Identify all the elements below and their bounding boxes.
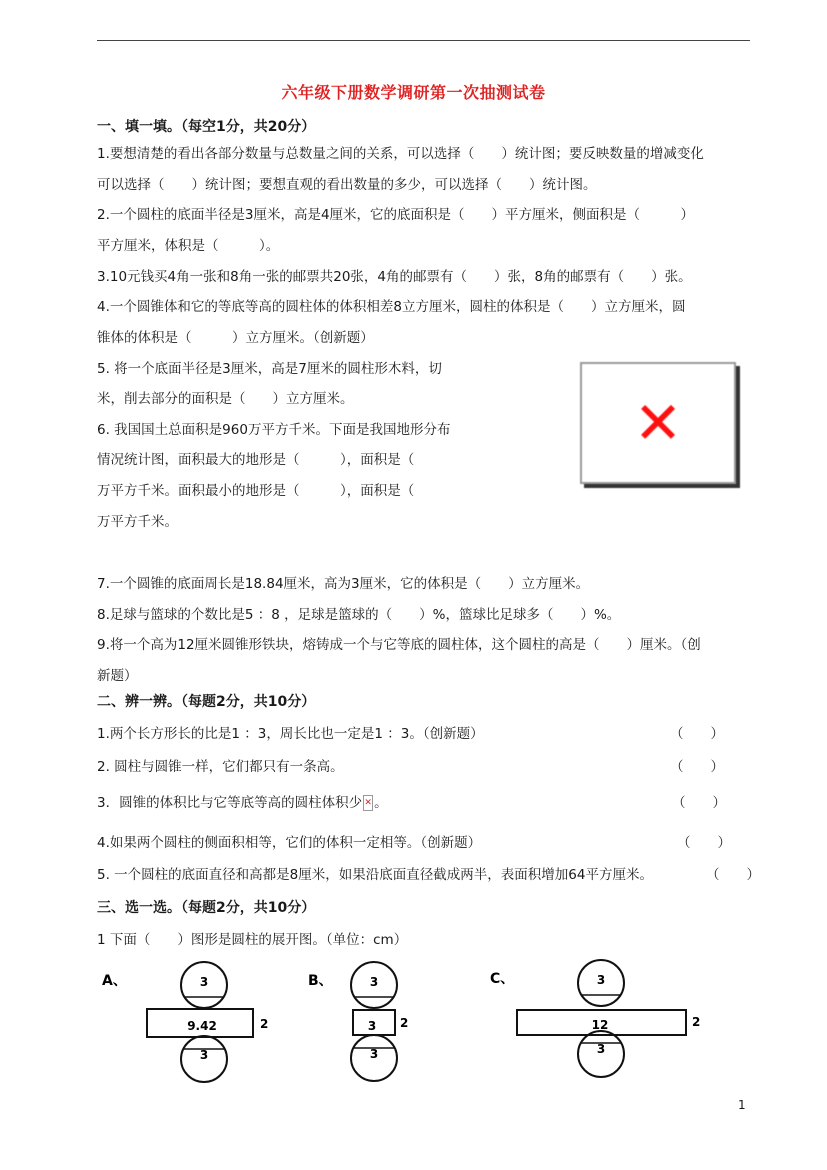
figure-b-top-value: 3 — [369, 975, 379, 989]
figure-a-label: A、 — [102, 973, 127, 989]
figure-b-side-value: 2 — [400, 1016, 409, 1030]
s1-line-7: 锥体的体积是（ ）立方厘米。（创新题） — [97, 330, 374, 346]
s2-item-4-answer: （ ） — [677, 835, 731, 851]
figure-a-top-value: 3 — [199, 975, 209, 989]
figure-a-bottom-value: 3 — [199, 1048, 209, 1062]
s1-line-16: 9.将一个高为12厘米圆锥形铁块，熔铸成一个与它等底的圆柱体，这个圆柱的高是（ ）厘米。（创 — [97, 637, 701, 653]
figure-c-side-value: 2 — [692, 1015, 701, 1029]
s1-line-13: 万平方千米。 — [97, 514, 178, 530]
cylinder-nets-figure — [0, 955, 827, 1085]
s1-line-9: 米，削去部分的面积是（ ）立方厘米。 — [97, 391, 354, 407]
figure-c-rect-value: 12 — [591, 1018, 609, 1032]
s2-item-4: 4.如果两个圆柱的侧面积相等，它们的体积一定相等。（创新题） — [97, 835, 482, 851]
figure-c-label: C、 — [490, 971, 515, 987]
figure-c-bottom-value: 3 — [596, 1042, 606, 1056]
s2-item-1-answer: （ ） — [670, 726, 724, 742]
s2-item-5: 5. 一个圆柱的底面直径和高都是8厘米，如果沿底面直径截成两半，表面积增加64平方厘米。 — [97, 867, 653, 883]
s2-item-3-end: 。 — [374, 795, 388, 811]
s1-line-12: 万平方千米。面积最小的地形是（ ），面积是（ — [97, 483, 415, 499]
figure-c — [490, 960, 700, 1077]
figure-a-side-value: 2 — [260, 1017, 269, 1031]
s1-line-3: 2.一个圆柱的底面半径是3厘米，高是4厘米，它的底面积是（ ）平方厘米，侧面积是（ ） — [97, 207, 695, 223]
s2-item-3-text: 3．圆锥的体积比与它等底等高的圆柱体积少 — [97, 795, 363, 811]
s1-line-6: 4.一个圆锥体和它的等底等高的圆柱体的体积相差8立方厘米，圆柱的体积是（ ）立方厘米，圆 — [97, 299, 686, 315]
figure-b-label: B、 — [308, 973, 333, 989]
section2-heading: 二、辨一辨。（每题2分，共10分） — [97, 694, 316, 710]
broken-image-x-icon: ✕ — [633, 389, 683, 457]
s1-line-15: 8.足球与篮球的个数比是5 ：8 ，足球是篮球的（ ）%，篮球比足球多（ ）%。 — [97, 607, 621, 623]
section1-heading: 一、填一填。（每空1分，共20分） — [97, 119, 316, 135]
s1-line-1: 1.要想清楚的看出各部分数量与总数量之间的关系，可以选择（ ）统计图；要反映数量的增减变化 — [97, 146, 704, 162]
s2-item-3-answer: （ ） — [672, 795, 726, 811]
s3-question-1: 1 下面（ ）图形是圆柱的展开图。（单位：cm） — [97, 932, 408, 948]
s1-line-4: 平方厘米，体积是（ ）。 — [97, 238, 280, 254]
figure-a — [102, 962, 268, 1082]
s1-line-5: 3.10元钱买4角一张和8角一张的邮票共20张，4角的邮票有（ ）张，8角的邮票有（ ）张。 — [97, 269, 692, 285]
s1-line-8: 5. 将一个底面半径是3厘米，高是7厘米的圆柱形木料，切 — [97, 361, 442, 377]
s1-line-2: 可以选择（ ）统计图；要想直观的看出数量的多少，可以选择（ ）统计图。 — [97, 177, 597, 193]
s1-line-14: 7.一个圆锥的底面周长是18.84厘米，高为3厘米，它的体积是（ ）立方厘米。 — [97, 576, 590, 592]
s2-item-2-answer: （ ） — [670, 759, 724, 775]
broken-fraction-icon: ✕ — [363, 795, 373, 811]
page-number: 1 — [738, 1098, 746, 1112]
figure-b-rect-value: 3 — [367, 1019, 377, 1033]
s2-item-1: 1.两个长方形长的比是1 ：3，周长比也一定是1 ：3。（创新题） — [97, 726, 484, 742]
s2-item-2: 2. 圆柱与圆锥一样，它们都只有一条高。 — [97, 759, 344, 775]
figure-b-bottom-value: 3 — [369, 1047, 379, 1061]
s1-line-17: 新题） — [97, 668, 138, 684]
header-rule — [97, 40, 750, 41]
figure-c-top-value: 3 — [596, 973, 606, 987]
figure-b — [308, 962, 408, 1081]
broken-image-placeholder — [580, 362, 736, 484]
s1-line-11: 情况统计图，面积最大的地形是（ ），面积是（ — [97, 452, 415, 468]
s2-item-3 — [97, 794, 388, 812]
section3-heading: 三、选一选。（每题2分，共10分） — [97, 900, 316, 916]
figure-a-rect-value: 9.42 — [187, 1019, 217, 1033]
s2-item-5-answer: （ ） — [706, 867, 760, 883]
s1-line-10: 6. 我国国土总面积是960万平方千米。下面是我国地形分布 — [97, 422, 451, 438]
page-title: 六年级下册数学调研第一次抽测试卷 — [281, 83, 546, 102]
